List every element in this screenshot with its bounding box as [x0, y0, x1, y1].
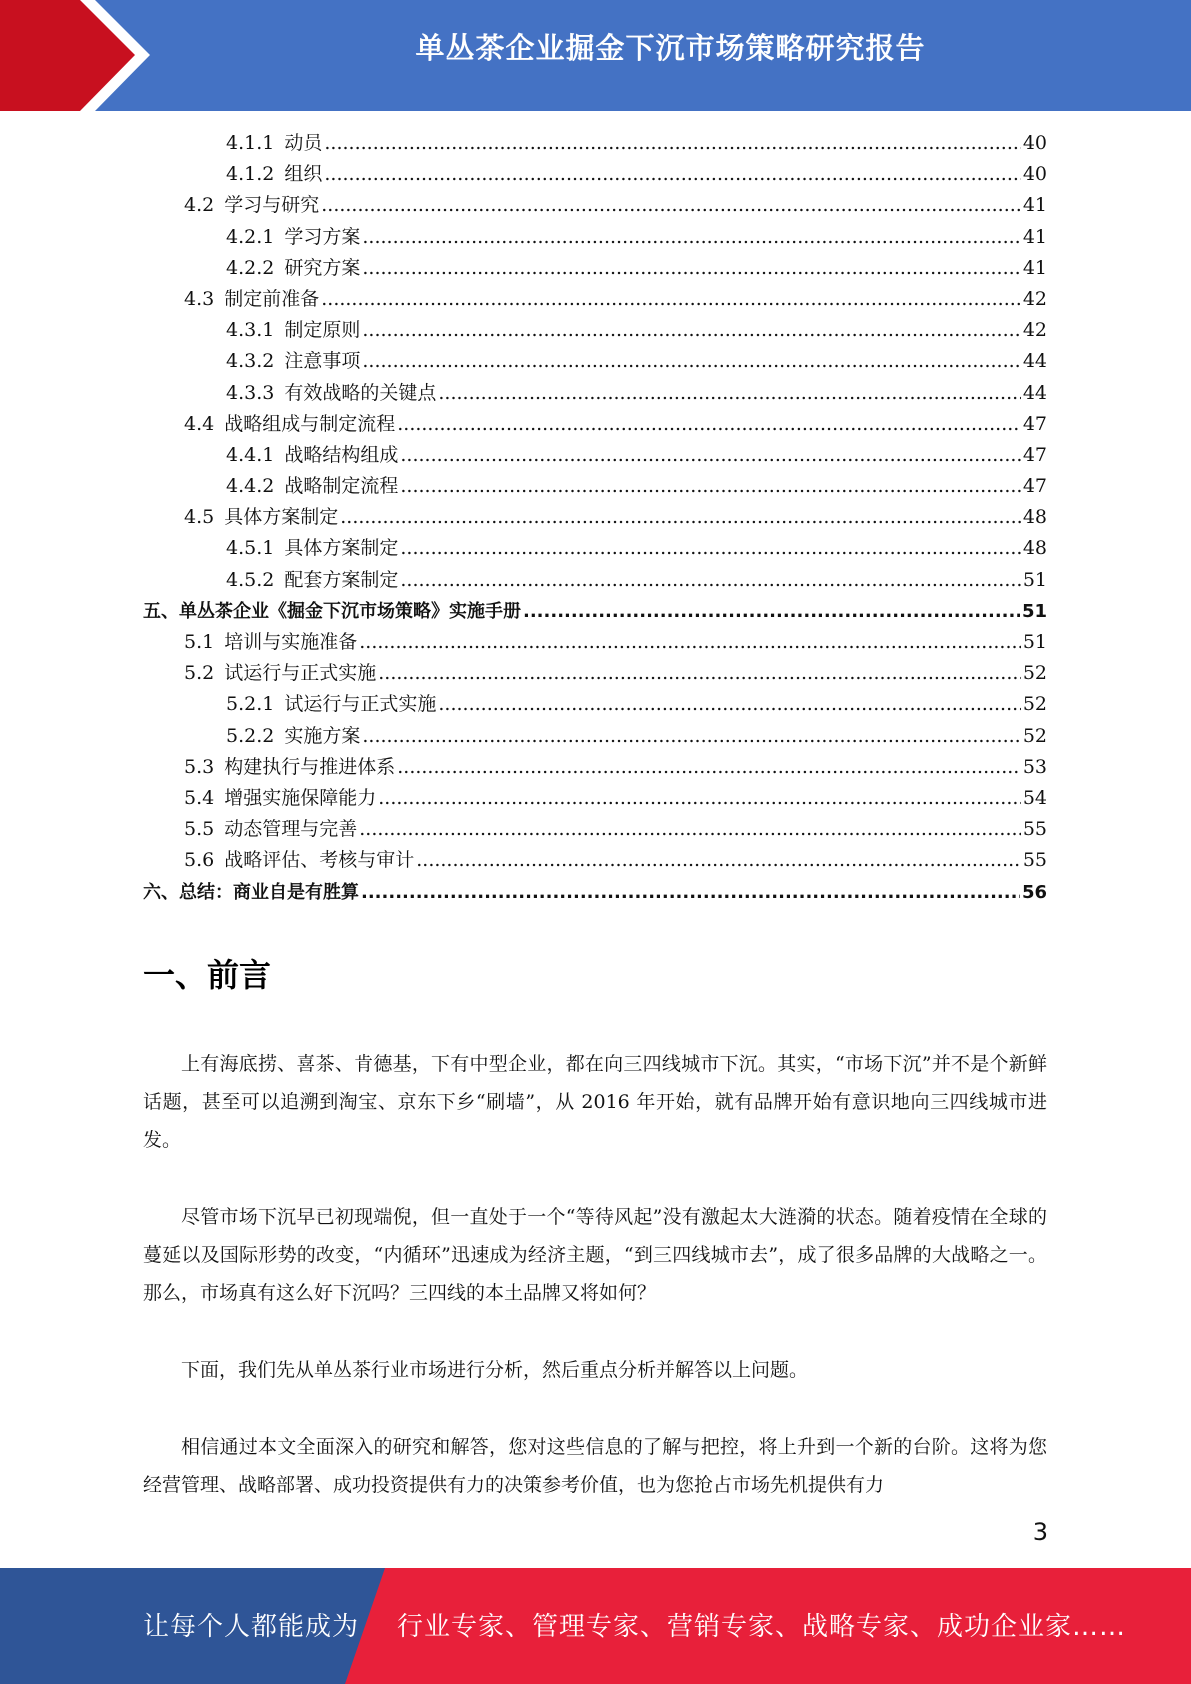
toc-entry[interactable]: [143, 783, 1047, 814]
toc-entry-number: 5.1: [184, 631, 215, 653]
toc-entry-number: 4.4: [184, 412, 215, 435]
toc-entry-title: 实施方案: [284, 724, 361, 747]
toc-entry-title: 战略制定流程: [284, 475, 399, 498]
toc-entry[interactable]: [143, 627, 1047, 658]
toc-entry-page: 52: [1022, 693, 1047, 716]
toc-leader-dots: [321, 190, 1021, 221]
toc-leader-dots: [378, 783, 1021, 814]
toc-entry-number: 4.3.2: [226, 350, 275, 373]
toc-entry-number: 4.3.3: [226, 381, 275, 404]
toc-entry[interactable]: [143, 689, 1047, 720]
toc-entry-title: 动员: [284, 132, 323, 154]
toc-entry[interactable]: [143, 378, 1047, 409]
toc-leader-dots: [400, 471, 1020, 502]
toc-entry[interactable]: [143, 814, 1047, 845]
page-header: [0, 0, 1191, 111]
toc-leader-dots: [378, 658, 1021, 689]
toc-entry[interactable]: [143, 409, 1047, 440]
toc-entry[interactable]: [143, 253, 1047, 284]
table-of-contents: [143, 128, 1047, 908]
toc-leader-dots: [362, 253, 1020, 284]
toc-entry-number: 4.3: [184, 287, 215, 310]
page-footer: [0, 1568, 1191, 1684]
toc-leader-dots: [362, 721, 1020, 752]
toc-entry-page: 41: [1022, 194, 1047, 217]
toc-entry[interactable]: [143, 284, 1047, 315]
toc-entry-number: 5.3: [184, 755, 215, 778]
toc-entry-page: 40: [1022, 132, 1047, 154]
toc-entry-title: 注意事项: [284, 350, 361, 373]
section-heading: 一、前言: [143, 956, 272, 994]
toc-entry-title: 增强实施保障能力: [224, 786, 377, 809]
toc-leader-dots: [416, 845, 1021, 876]
toc-entry-page: 56: [1021, 881, 1047, 903]
toc-entry-title: 六、总结：商业自是有胜算: [143, 881, 359, 903]
toc-entry[interactable]: [143, 190, 1047, 221]
toc-entry-number: 5.2.2: [226, 724, 275, 747]
toc-entry-number: 4.3.1: [226, 319, 275, 342]
toc-leader-dots: [340, 502, 1021, 533]
toc-entry-title: 组织: [284, 163, 323, 186]
paragraph-1: 上有海底捞、喜茶、肯德基，下有中型企业，都在向三四线城市下沉。其实，“市场下沉”并不是个新鲜话题，甚至可以追溯到淘宝、京东下乡“刷墙”，从 2016 年开始，就有品牌开始有意识地向三四线城市进发。: [143, 1053, 1047, 1151]
toc-entry-title: 试运行与正式实施: [284, 693, 437, 716]
toc-entry[interactable]: [143, 222, 1047, 253]
toc-entry-title: 动态管理与完善: [224, 818, 358, 841]
toc-entry[interactable]: [143, 565, 1047, 596]
toc-entry-page: 41: [1022, 256, 1047, 279]
page-number: 3: [1032, 1518, 1048, 1546]
toc-entry-title: 具体方案制定: [224, 506, 339, 529]
paragraph-4: 相信通过本文全面深入的研究和解答，您对这些信息的了解与把控，将上升到一个新的台阶。这将为您经营管理、战略部署、成功投资提供有力的决策参考价值，也为您抢占市场先机提供有力: [143, 1436, 1047, 1496]
toc-entry-title: 具体方案制定: [284, 537, 399, 560]
toc-entry-title: 五、单丛茶企业《掘金下沉市场策略》实施手册: [143, 600, 521, 622]
toc-leader-dots: [362, 315, 1020, 346]
toc-entry[interactable]: [143, 752, 1047, 783]
toc-entry-page: 44: [1022, 381, 1047, 404]
toc-entry-number: 4.2: [184, 194, 215, 217]
toc-entry-page: 53: [1022, 755, 1047, 778]
toc-entry-page: 52: [1022, 662, 1047, 685]
toc-entry-number: 4.2.1: [226, 225, 275, 248]
toc-entry-title: 战略结构组成: [284, 443, 399, 466]
toc-entry-title: 试运行与正式实施: [224, 662, 377, 685]
toc-leader-dots: [397, 409, 1021, 440]
toc-entry-title: 研究方案: [284, 256, 361, 279]
paragraph-3: 下面，我们先从单丛茶行业市场进行分析，然后重点分析并解答以上问题。: [181, 1359, 809, 1381]
toc-entry[interactable]: [143, 128, 1047, 159]
toc-entry-page: 42: [1022, 287, 1047, 310]
toc-entry[interactable]: [143, 440, 1047, 471]
toc-leader-dots: [359, 627, 1021, 658]
toc-entry-number: 4.4.2: [226, 475, 275, 498]
toc-entry-title: 构建执行与推进体系: [224, 755, 396, 778]
toc-entry-page: 55: [1022, 818, 1047, 841]
toc-leader-dots: [400, 440, 1020, 471]
toc-entry-number: 5.6: [184, 849, 215, 872]
toc-entry-number: 4.2.2: [226, 256, 275, 279]
toc-entry-page: 42: [1022, 319, 1047, 342]
toc-entry-number: 5.2: [184, 662, 215, 685]
toc-entry-title: 制定原则: [284, 319, 361, 342]
toc-entry[interactable]: [143, 596, 1047, 627]
toc-entry[interactable]: [143, 845, 1047, 876]
toc-entry[interactable]: [143, 721, 1047, 752]
toc-entry-number: 5.2.1: [226, 693, 275, 716]
toc-entry-page: 51: [1021, 600, 1047, 622]
toc-entry-title: 有效战略的关键点: [284, 381, 437, 404]
toc-leader-dots: [397, 752, 1021, 783]
toc-entry-number: 4.5.1: [226, 537, 275, 560]
toc-entry-page: 44: [1022, 350, 1047, 373]
toc-entry-page: 48: [1022, 506, 1047, 529]
toc-entry-title: 战略评估、考核与审计: [224, 849, 415, 872]
toc-entry[interactable]: [143, 159, 1047, 190]
toc-entry[interactable]: [143, 315, 1047, 346]
toc-entry-page: 47: [1022, 475, 1047, 498]
toc-entry-page: 51: [1022, 568, 1047, 591]
toc-leader-dots: [362, 346, 1020, 377]
toc-leader-dots: [359, 814, 1021, 845]
toc-leader-dots: [324, 128, 1020, 159]
toc-entry-page: 47: [1022, 412, 1047, 435]
toc-entry-page: 47: [1022, 443, 1047, 466]
toc-entry-page: 51: [1022, 631, 1047, 653]
toc-entry-title: 学习与研究: [224, 194, 320, 217]
toc-leader-dots: [400, 533, 1020, 564]
footer-slogan-right: 行业专家、管理专家、营销专家、战略专家、成功企业家……: [397, 1612, 1127, 1642]
toc-leader-dots: [523, 596, 1020, 627]
toc-leader-dots: [321, 284, 1021, 315]
toc-entry-title: 战略组成与制定流程: [224, 412, 396, 435]
toc-leader-dots: [324, 159, 1020, 190]
toc-entry[interactable]: [143, 471, 1047, 502]
toc-entry[interactable]: [143, 877, 1047, 908]
toc-entry[interactable]: [143, 533, 1047, 564]
toc-entry[interactable]: [143, 658, 1047, 689]
toc-leader-dots: [438, 378, 1020, 409]
toc-entry-number: 5.5: [184, 818, 215, 841]
toc-entry-page: 54: [1022, 786, 1047, 809]
toc-entry-title: 学习方案: [284, 225, 361, 248]
toc-entry-page: 41: [1022, 225, 1047, 248]
toc-leader-dots: [400, 565, 1020, 596]
toc-leader-dots: [361, 877, 1020, 908]
paragraph-2: 尽管市场下沉早已初现端倪，但一直处于一个“等待风起”没有激起太大涟漪的状态。随着疫情在全球的蔓延以及国际形势的改变，“内循环”迅速成为经济主题，“到三四线城市去”，成了很多品牌的大战略之一。那么，市场真有这么好下沉吗？三四线的本土品牌又将如何？: [143, 1206, 1047, 1304]
toc-entry[interactable]: [143, 346, 1047, 377]
toc-leader-dots: [438, 689, 1020, 720]
toc-entry[interactable]: [143, 502, 1047, 533]
toc-entry-number: 4.5.2: [226, 568, 275, 591]
toc-entry-number: 5.4: [184, 786, 215, 809]
toc-entry-title: 配套方案制定: [284, 568, 399, 591]
toc-entry-title: 培训与实施准备: [224, 631, 358, 653]
document-title: 单丛茶企业掘金下沉市场策略研究报告: [415, 31, 926, 65]
toc-entry-title: 制定前准备: [224, 287, 320, 310]
toc-entry-number: 4.1.1: [226, 132, 275, 154]
toc-entry-number: 4.1.2: [226, 163, 275, 186]
toc-entry-page: 52: [1022, 724, 1047, 747]
toc-entry-page: 55: [1022, 849, 1047, 872]
toc-entry-number: 4.5: [184, 506, 215, 529]
toc-leader-dots: [362, 222, 1020, 253]
toc-entry-number: 4.4.1: [226, 443, 275, 466]
footer-slogan-left: 让每个人都能成为: [143, 1612, 360, 1642]
toc-entry-page: 40: [1022, 163, 1047, 186]
toc-entry-page: 48: [1022, 537, 1047, 560]
